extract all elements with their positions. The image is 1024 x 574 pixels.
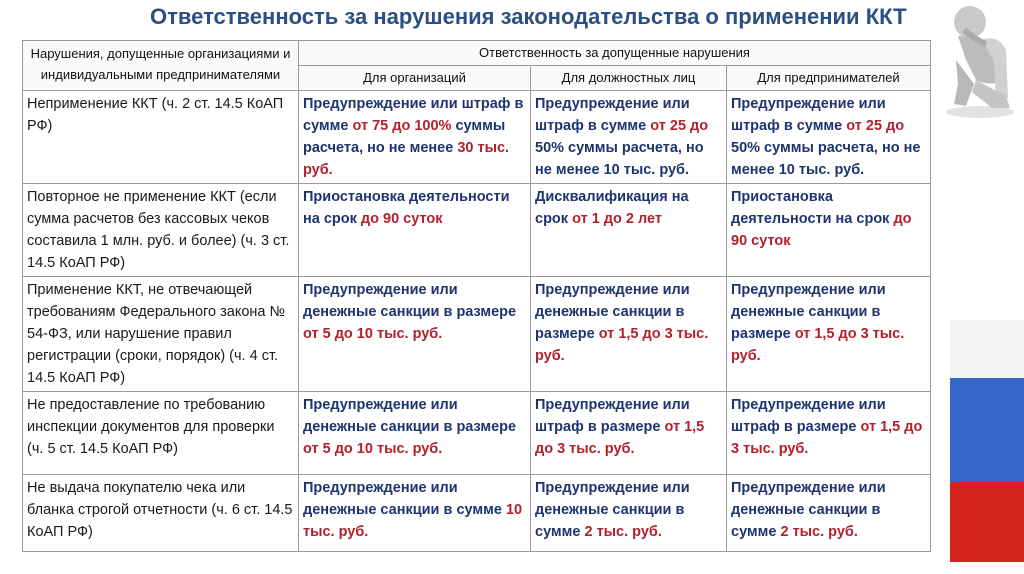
flag-stripe-white bbox=[950, 320, 1024, 380]
header-violations: Нарушения, допущенные организациями и индивидуальными предпринимателями bbox=[23, 41, 299, 91]
official-penalty-cell: Предупреждение или денежные санкции в размере от 1,5 до 3 тыс. руб. bbox=[531, 277, 727, 392]
official-penalty-cell: Предупреждение или штраф в сумме от 25 до 50% суммы расчета, но не менее 10 тыс. руб. bbox=[531, 91, 727, 184]
official-penalty-cell: Дисквалификация на срок от 1 до 2 лет bbox=[531, 184, 727, 277]
violation-cell: Неприменение ККТ (ч. 2 ст. 14.5 КоАП РФ) bbox=[23, 91, 299, 184]
entrepreneur-penalty-cell: Предупреждение или штраф в размере от 1,5 до 3 тыс. руб. bbox=[727, 392, 931, 475]
header-officials: Для должностных лиц bbox=[531, 66, 727, 91]
entrepreneur-penalty-cell: Предупреждение или денежные санкции в размере от 1,5 до 3 тыс. руб. bbox=[727, 277, 931, 392]
violation-cell: Применение ККТ, не отвечающей требованиям Федерального закона № 54-ФЗ, или нарушение правил регистрации (сроки, порядок) (ч. 4 ст. 14.5 КоАП РФ) bbox=[23, 277, 299, 392]
violation-cell: Повторное не применение ККТ (если сумма расчетов без кассовых чеков составила 1 млн. руб. и более) (ч. 3 ст. 14.5 КоАП РФ) bbox=[23, 184, 299, 277]
org-penalty-cell: Предупреждение или штраф в сумме от 75 до 100% суммы расчета, но не менее 30 тыс. руб. bbox=[299, 91, 531, 184]
table-row bbox=[23, 475, 931, 552]
table-header-row bbox=[23, 41, 931, 66]
flag-stripe-red bbox=[950, 482, 1024, 562]
entrepreneur-penalty-cell: Приостановка деятельности на срок до 90 суток bbox=[727, 184, 931, 277]
flag-stripe-blue bbox=[950, 378, 1024, 482]
header-responsibility: Ответственность за допущенные нарушения bbox=[299, 41, 931, 66]
org-penalty-cell: Предупреждение или денежные санкции в размере от 5 до 10 тыс. руб. bbox=[299, 392, 531, 475]
table-row bbox=[23, 392, 931, 475]
org-penalty-cell: Предупреждение или денежные санкции в сумме 10 тыс. руб. bbox=[299, 475, 531, 552]
entrepreneur-penalty-cell: Предупреждение или штраф в сумме от 25 до 50% суммы расчета, но не менее 10 тыс. руб. bbox=[727, 91, 931, 184]
violation-cell: Не предоставление по требованию инспекции документов для проверки (ч. 5 ст. 14.5 КоАП РФ) bbox=[23, 392, 299, 475]
org-penalty-cell: Предупреждение или денежные санкции в размере от 5 до 10 тыс. руб. bbox=[299, 277, 531, 392]
header-entrepreneurs: Для предпринимателей bbox=[727, 66, 931, 91]
official-penalty-cell: Предупреждение или штраф в размере от 1,5 до 3 тыс. руб. bbox=[531, 392, 727, 475]
org-penalty-cell: Приостановка деятельности на срок до 90 суток bbox=[299, 184, 531, 277]
header-organizations: Для организаций bbox=[299, 66, 531, 91]
page-title: Ответственность за нарушения законодательства о применении ККТ bbox=[150, 4, 907, 29]
table-row bbox=[23, 91, 931, 184]
official-penalty-cell: Предупреждение или денежные санкции в сумме 2 тыс. руб. bbox=[531, 475, 727, 552]
violation-cell: Не выдача покупателю чека или бланка строгой отчетности (ч. 6 ст. 14.5 КоАП РФ) bbox=[23, 475, 299, 552]
thinking-person-icon bbox=[936, 0, 1024, 120]
entrepreneur-penalty-cell: Предупреждение или денежные санкции в сумме 2 тыс. руб. bbox=[727, 475, 931, 552]
table-row bbox=[23, 184, 931, 277]
table-row bbox=[23, 277, 931, 392]
responsibility-table bbox=[22, 40, 931, 552]
